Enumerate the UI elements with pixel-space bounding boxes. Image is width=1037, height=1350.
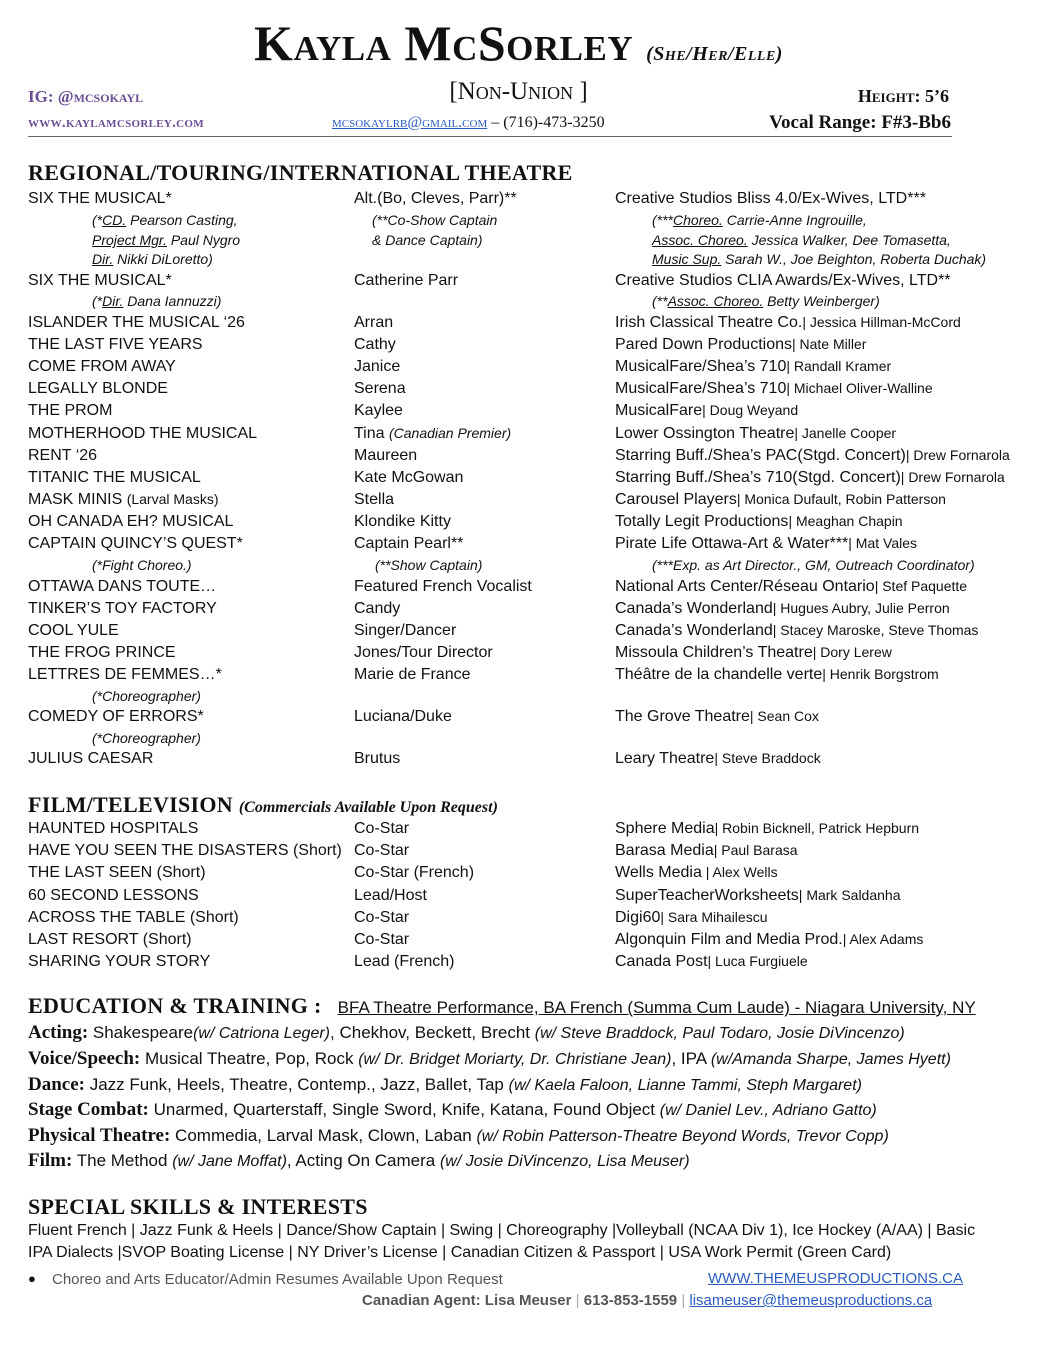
credit-company: Barasa Media| Paul Barasa [615, 842, 798, 859]
credit-company: Carousel Players| Monica Dufault, Robin Patterson [615, 491, 946, 508]
training-line: Dance: Jazz Funk, Heels, Theatre, Contemp., Jazz, Ballet, Tap (w/ Kaela Faloon, Lianne Tammi, Steph Margaret) [28, 1074, 862, 1095]
credit-role: Luciana/Duke [354, 708, 452, 725]
theatre-heading: REGIONAL/TOURING/INTERNATIONAL THEATRE [28, 160, 573, 185]
credit-role: Catherine Parr [354, 272, 459, 289]
credit-company: Creative Studios Bliss 4.0/Ex-Wives, LTD*** [615, 190, 926, 207]
credit-note: (**Co-Show Captain [372, 212, 498, 228]
credit-role: Brutus [354, 750, 401, 767]
website-link[interactable]: www.kaylamcsorley.com [28, 115, 204, 131]
credit-show: RENT ‘26 [28, 447, 98, 464]
degree: BFA Theatre Performance, BA French (Summa Cum Laude) - Niagara University, NY [337, 998, 976, 1017]
credit-company: Canada’s Wonderland| Hugues Aubry, Julie Perron [615, 600, 950, 617]
credit-role: Janice [354, 358, 401, 375]
pronouns: (She/Her/Elle) [646, 43, 783, 65]
credit-show: SIX THE MUSICAL* [28, 272, 172, 289]
credit-show: THE PROM [28, 402, 113, 419]
credit-show: 60 SECOND LESSONS [28, 887, 199, 904]
credit-role: Lead/Host [354, 887, 427, 904]
credit-show: SIX THE MUSICAL* [28, 190, 172, 207]
credit-company: Wells Media | Alex Wells [615, 864, 778, 881]
credit-role: Jones/Tour Director [354, 644, 493, 661]
credit-show: THE LAST SEEN (Short) [28, 864, 206, 881]
credit-role: Co-Star [354, 820, 410, 837]
credit-note: (**Show Captain) [375, 557, 483, 573]
credit-role: Marie de France [354, 666, 471, 683]
credit-note: (***Exp. as Art Director., GM, Outreach Coordinator) [652, 557, 975, 573]
credit-company: Starring Buff./Shea’s 710(Stgd. Concert)| Drew Fornarola [615, 469, 1005, 486]
credit-role: Stella [354, 491, 395, 508]
credit-note: Music Sup. Sarah W., Joe Beighton, Roberta Duchak) [652, 251, 987, 267]
credit-show: SHARING YOUR STORY [28, 953, 211, 970]
credit-show: OTTAWA DANS TOUTE… [28, 578, 217, 595]
bullet-icon: ● [28, 1271, 36, 1286]
skills-line: IPA Dialects |SVOP Boating License | NY Driver’s License | Canadian Citizen & Passport | USA Work Permit (Green Card) [28, 1244, 892, 1261]
credit-show: LAST RESORT (Short) [28, 931, 192, 948]
credit-role: Klondike Kitty [354, 513, 451, 530]
credit-role: Featured French Vocalist [354, 578, 532, 595]
credit-show: COME FROM AWAY [28, 358, 176, 375]
credit-show: JULIUS CAESAR [28, 750, 154, 767]
credit-note: (*CD. Pearson Casting, [92, 212, 238, 228]
credit-company: Algonquin Film and Media Prod.| Alex Adams [615, 931, 924, 948]
credit-show: COOL YULE [28, 622, 119, 639]
credit-role: Co-Star (French) [354, 864, 475, 881]
education-heading: EDUCATION & TRAINING : [28, 993, 322, 1018]
agency-link[interactable]: WWW.THEMEUSPRODUCTIONS.CA [708, 1270, 963, 1287]
training-line: Film: The Method (w/ Jane Moffat), Acting On Camera (w/ Josie DiVincenzo, Lisa Meuser) [28, 1150, 690, 1171]
credit-role: Kaylee [354, 402, 403, 419]
credit-show: CAPTAIN QUINCY’S QUEST* [28, 535, 243, 552]
credit-role: Kate McGowan [354, 469, 464, 486]
credit-show: LETTRES DE FEMMES…* [28, 666, 222, 683]
credit-show: MOTHERHOOD THE MUSICAL [28, 425, 258, 442]
credit-company: Digi60| Sara Mihailescu [615, 909, 768, 926]
credit-role: Captain Pearl** [354, 535, 464, 552]
credit-company: Totally Legit Productions| Meaghan Chapin [615, 513, 903, 530]
credit-role: Cathy [354, 336, 396, 353]
credit-role: Co-Star [354, 909, 410, 926]
credit-company: Starring Buff./Shea’s PAC(Stgd. Concert)| Drew Fornarola [615, 447, 1010, 464]
credit-company: Lower Ossington Theatre| Janelle Cooper [615, 425, 897, 442]
agent-email-link[interactable]: lisameuser@themeusproductions.ca [689, 1292, 933, 1309]
credit-show: ACROSS THE TABLE (Short) [28, 909, 239, 926]
credit-company: SuperTeacherWorksheets| Mark Saldanha [615, 887, 901, 904]
agent-line: Canadian Agent: Lisa Meuser | 613-853-1559 | lisameuser@themeusproductions.ca [362, 1292, 933, 1309]
skills-line: Fluent French | Jazz Funk & Heels | Dance/Show Captain | Swing | Choreography |Volleyball (NCAA Div 1), Ice Hockey (A/AA) | Basic [28, 1222, 976, 1239]
training-line: Acting: Shakespeare(w/ Catriona Leger), Chekhov, Beckett, Brecht (w/ Steve Braddock, Paul Todaro, Josie DiVincenzo) [28, 1022, 905, 1043]
credit-show: MASK MINIS (Larval Masks) [28, 491, 219, 508]
credit-note: & Dance Captain) [372, 232, 483, 248]
training-line: Physical Theatre: Commedia, Larval Mask, Clown, Laban (w/ Robin Patterson-Theatre Beyond Words, Trevor Copp) [28, 1125, 889, 1146]
credit-company: Missoula Children’s Theatre| Dory Lerew [615, 644, 892, 661]
credit-company: Canada Post| Luca Furgiuele [615, 953, 808, 970]
credit-company: Théâtre de la chandelle verte| Henrik Borgstrom [615, 666, 939, 683]
credit-show: TITANIC THE MUSICAL [28, 469, 201, 486]
credit-company: Pirate Life Ottawa-Art & Water***| Mat Vales [615, 535, 918, 552]
credit-role: Co-Star [354, 931, 410, 948]
credit-show: LEGALLY BLONDE [28, 380, 168, 397]
credit-role: Maureen [354, 447, 418, 464]
credit-company: MusicalFare/Shea’s 710| Michael Oliver-Walline [615, 380, 933, 397]
resume-name: Kayla McSorley (She/Her/Elle) [254, 15, 783, 71]
credit-role: Singer/Dancer [354, 622, 457, 639]
credit-company: National Arts Center/Réseau Ontario| Stef Paquette [615, 578, 968, 595]
education-heading-row [28, 993, 976, 1019]
credit-note: Project Mgr. Paul Nygro [92, 232, 241, 248]
training-line: Stage Combat: Unarmed, Quarterstaff, Single Sword, Knife, Katana, Found Object (w/ Daniel Lev., Adriano Gatto) [28, 1099, 877, 1120]
credit-show: THE LAST FIVE YEARS [28, 336, 203, 353]
credit-show: OH CANADA EH? MUSICAL [28, 513, 234, 530]
footer-note: Choreo and Arts Educator/Admin Resumes Available Upon Request [52, 1271, 503, 1288]
credit-note: (*Dir. Dana Iannuzzi) [92, 293, 222, 309]
training-line: Voice/Speech: Musical Theatre, Pop, Rock (w/ Dr. Bridget Moriarty, Dr. Christiane Jean), IPA (w/Amanda Sharpe, James Hyett) [28, 1048, 951, 1069]
credit-company: MusicalFare/Shea’s 710| Randall Kramer [615, 358, 892, 375]
contact-line [332, 114, 605, 132]
credit-company: Pared Down Productions| Nate Miller [615, 336, 867, 353]
credit-note: (*Fight Choreo.) [92, 557, 192, 573]
credit-company: Leary Theatre| Steve Braddock [615, 750, 821, 767]
vocal-range: Vocal Range: F#3-Bb6 [769, 112, 951, 133]
credit-role: Tina (Canadian Premier) [354, 425, 512, 442]
credit-show: TINKER’S TOY FACTORY [28, 600, 217, 617]
credit-company: The Grove Theatre| Sean Cox [615, 708, 819, 725]
union-status: [Non-Union ] [449, 78, 588, 105]
phone: – (716)-473-3250 [487, 114, 605, 131]
header-divider [28, 136, 952, 137]
film-heading: FILM/TELEVISION (Commercials Available Upon Request) [28, 792, 498, 817]
credit-company: Sphere Media| Robin Bicknell, Patrick Hepburn [615, 820, 920, 837]
credit-note: Dir. Nikki DiLoretto) [92, 251, 213, 267]
credit-company: MusicalFare| Doug Weyand [615, 402, 799, 419]
credit-role: Serena [354, 380, 406, 397]
credit-show: HAUNTED HOSPITALS [28, 820, 199, 837]
credit-company: Irish Classical Theatre Co.| Jessica Hillman-McCord [615, 314, 961, 331]
credit-role: Co-Star [354, 842, 410, 859]
credit-note: Assoc. Choreo. Jessica Walker, Dee Tomasetta, [652, 232, 951, 248]
credit-company: Canada’s Wonderland| Stacey Maroske, Steve Thomas [615, 622, 979, 639]
credit-role: Arran [354, 314, 394, 331]
height: Height: 5’6 [857, 86, 949, 106]
credit-note: (**Assoc. Choreo. Betty Weinberger) [652, 293, 880, 309]
credit-note: (*Choreographer) [92, 730, 201, 746]
credit-role: Lead (French) [354, 953, 455, 970]
credit-role: Alt.(Bo, Cleves, Parr)** [354, 190, 517, 207]
credit-show: HAVE YOU SEEN THE DISASTERS (Short) [28, 842, 342, 859]
skills-heading: SPECIAL SKILLS & INTERESTS [28, 1194, 368, 1219]
credit-show: THE FROG PRINCE [28, 644, 176, 661]
instagram-handle[interactable]: IG: @mcsokayl [28, 87, 144, 106]
credit-show: COMEDY OF ERRORS* [28, 708, 204, 725]
credit-note: (*Choreographer) [92, 688, 201, 704]
credit-role: Candy [354, 600, 401, 617]
credit-note: (***Choreo. Carrie-Anne Ingrouille, [652, 212, 867, 228]
credit-show: ISLANDER THE MUSICAL ‘26 [28, 314, 245, 331]
email-link[interactable]: mcsokaylrb@gmail.com [332, 114, 488, 131]
credit-company: Creative Studios CLIA Awards/Ex-Wives, LTD** [615, 272, 951, 289]
